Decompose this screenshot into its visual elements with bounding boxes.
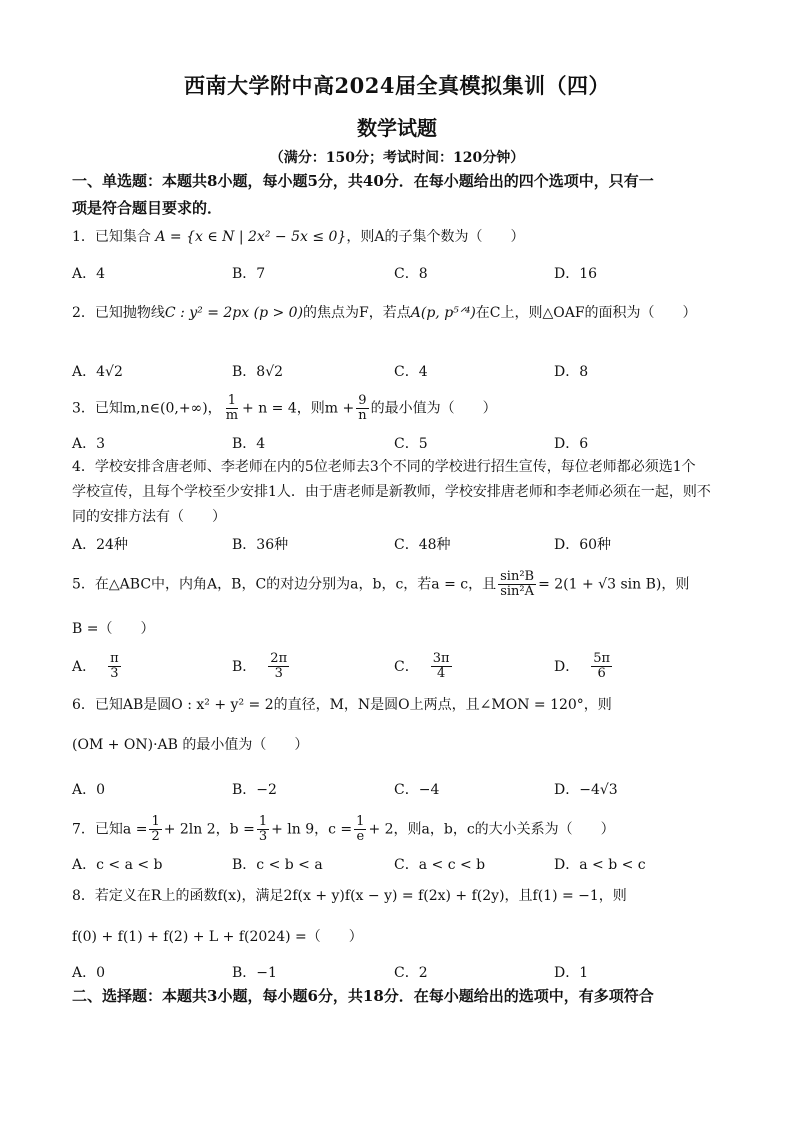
option-c: C．a < c < b bbox=[394, 857, 486, 873]
exam-info: （满分：150分；考试时间：120分钟） bbox=[269, 150, 525, 166]
option-a: A．4 bbox=[72, 266, 106, 282]
question-2: 2．已知抛物线C : y² = 2px (p > 0)的焦点为F，若点A(p, p⁵ᐟ⁴)在C上，则△OAF的面积为（ ） bbox=[72, 305, 697, 321]
section-single-heading: 一、单选题：本题共8小题，每小题5分，共40分．在每小题给出的四个选项中，只有一 项是符合题目要求的． bbox=[72, 172, 654, 217]
question-6: 6．已知AB是圆O : x² + y² = 2的直径，M，N是圆O上两点，且∠MON = 120°，则 bbox=[72, 697, 612, 713]
question-3: 3．已知m,n∈(0,+∞)， $\frac{1}{m}$ + n = 4，则m + $\frac{9}{n}$ 的最小值为（ ） bbox=[72, 393, 497, 423]
option-d: D．16 bbox=[554, 266, 598, 282]
section-multi-heading: 二、选择题：本题共3小题，每小题6分，共18分．在每小题给出的选项中，有多项符合 bbox=[72, 987, 654, 1005]
option-b: B．−2 bbox=[232, 782, 277, 798]
question-7: 7．已知a = $\frac{1}{2}$ + 2ln 2，b = $\frac{1}{3}$ + ln 9，c = $\frac{1}{e}$ + 2，则a，b，c的大小关系为（ ） bbox=[72, 814, 615, 844]
fraction: $\frac{9}{n}$ bbox=[358, 393, 367, 423]
option-c: C．5 bbox=[394, 436, 428, 452]
option-d: D．60种 bbox=[554, 537, 612, 553]
option-d: D．a < b < c bbox=[554, 857, 646, 873]
question-7-options bbox=[72, 849, 732, 879]
exam-title: 西南大学附中高2024届全真模拟集训（四） bbox=[184, 73, 610, 98]
option-d: D． $\frac{5\pi}{6}$ bbox=[554, 650, 611, 681]
fraction: $\frac{1}{m}$ bbox=[225, 393, 239, 423]
option-b: B．4 bbox=[232, 436, 266, 452]
option-c: C．4 bbox=[394, 364, 428, 380]
option-a: A．0 bbox=[72, 965, 106, 981]
option-b: B．36种 bbox=[232, 537, 289, 553]
question-5: 5．在△ABC中，内角A，B，C的对边分别为a，b，c，若a = c，且 $\frac{\text{sin²B}}{\text{sin²A}}$ = 2(1 + √3 sin B)，则 bbox=[72, 569, 690, 599]
option-a: A．4√2 bbox=[72, 364, 123, 380]
option-a: A．3 bbox=[72, 436, 106, 452]
fraction: $\frac{\text{sin²B}}{\text{sin²A}}$ bbox=[500, 569, 535, 599]
question-3-options bbox=[72, 428, 732, 458]
option-a: A．c < a < b bbox=[72, 857, 163, 873]
option-d: D．1 bbox=[554, 965, 589, 981]
question-1: 1．已知集合 A = {x ∈ N | 2x² − 5x ≤ 0}，则A的子集个数为（ ） bbox=[72, 229, 525, 245]
option-c: C．2 bbox=[394, 965, 428, 981]
question-5-options bbox=[72, 646, 732, 686]
option-c: C．48种 bbox=[394, 537, 451, 553]
question-8-line2: f(0) + f(1) + f(2) + L + f(2024) =（ ） bbox=[72, 929, 363, 945]
option-d: D．6 bbox=[554, 436, 589, 452]
option-b: B．c < b < a bbox=[232, 857, 323, 873]
question-2-options bbox=[72, 356, 732, 386]
question-5-line2: B =（ ） bbox=[72, 621, 155, 637]
option-d: D．8 bbox=[554, 364, 589, 380]
option-c: C． $\frac{3\pi}{4}$ bbox=[394, 650, 450, 681]
exam-subject: 数学试题 bbox=[357, 116, 437, 140]
option-a: A．24种 bbox=[72, 537, 128, 553]
question-4-options bbox=[72, 529, 732, 559]
option-b: B．7 bbox=[232, 266, 266, 282]
question-8: 8．若定义在R上的函数f(x)，满足2f(x + y)f(x − y) = f(2x) + f(2y)，且f(1) = −1，则 bbox=[72, 888, 627, 904]
question-6-options bbox=[72, 774, 732, 804]
option-b: B． $\frac{2\pi}{3}$ bbox=[232, 650, 288, 681]
option-b: B．8√2 bbox=[232, 364, 284, 380]
option-d: D．−4√3 bbox=[554, 782, 618, 798]
question-4: 4．学校安排含唐老师、李老师在内的5位老师去3个不同的学校进行招生宣传，每位老师都必须选1个 学校宣传，且每个学校至少安排1人．由于唐老师是新教师，学校安排唐老师和李老师必须在一起，则不 同的安排方法有（ ） bbox=[72, 459, 711, 525]
question-1-options bbox=[72, 258, 732, 288]
option-c: C．8 bbox=[394, 266, 428, 282]
option-c: C．−4 bbox=[394, 782, 440, 798]
option-a: A．0 bbox=[72, 782, 106, 798]
option-a: A． $\frac{\pi}{3}$ bbox=[72, 650, 119, 681]
question-6-line2: (OM + ON)·AB 的最小值为（ ） bbox=[72, 737, 309, 753]
option-b: B．−1 bbox=[232, 965, 277, 981]
